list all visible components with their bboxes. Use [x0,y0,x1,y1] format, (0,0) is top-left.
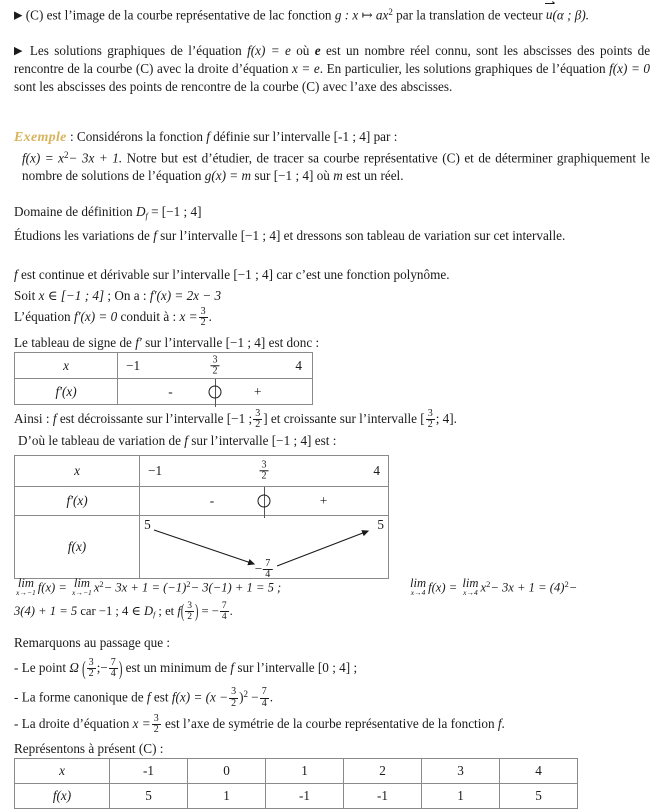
ainsi-f: f [52,411,57,427]
variation-fprime-label: f′(x) [15,487,140,516]
limit-lim-text: lim [73,576,90,591]
fraction-numerator: 3 [255,408,261,419]
etude-line4e: . [208,309,212,325]
limit-right-expr-b: − 3x + 1 = (4) [490,580,565,595]
left-paren: ( [82,659,86,681]
remark-2-b: est [153,689,169,705]
values-table [14,758,578,809]
exemple-formula-paragraph [22,147,650,184]
fraction-denominator: 4 [221,610,227,622]
variation-f-label: f(x) [15,516,140,579]
variation-signs [140,487,389,516]
table-row [15,784,578,809]
limit-lim-text: lim [462,576,479,591]
exemple-formula-b: − 3x + 1. [68,150,123,166]
etude-continuity-line [14,266,650,283]
limit-left-expr-c: − 3(−1) + 1 = 5 ; [190,580,282,595]
table-row [15,759,578,784]
triangle-bullet-icon: ▶ [14,9,23,22]
limit-right-expression [408,576,663,597]
bullet-2-e-symbol: e [314,43,321,58]
limit-operator-left-2 [72,577,92,596]
variation-x-left: −1 [148,463,163,478]
remark-1-b: est un minimum de [125,660,228,676]
remark-3-a: - La droite d’équation [14,716,130,732]
remark-2-expr-b: ) [239,689,244,705]
remark-minimum-point [14,658,650,679]
decreasing-arrow [154,530,254,564]
remark-2-expr: f(x) = (x − [171,689,229,705]
remark-2-f: f [146,689,151,705]
increasing-arrow [277,531,368,566]
sign-intro-b: sur l’intervalle [−1 ; 4] est donc : [145,335,320,350]
limit-left-expr: x [93,580,100,595]
values-x-cell: 3 [422,759,500,784]
fraction-numerator: 7 [110,657,116,668]
values-x-cell: 0 [188,759,266,784]
etude-line3a: Soit [14,288,36,303]
sign-table-x-label: x [15,353,118,379]
fraction-numerator: 3 [261,459,267,471]
sign-table-intro [14,334,650,351]
limit-right-expr-c: − [568,580,578,595]
fraction-three-halves [253,409,262,430]
remark-3-x: x = [132,716,151,732]
limit-subscript: x→−1 [72,588,92,598]
fraction-denominator: 4 [110,668,116,680]
exemple-line2: Notre but est d’étudier, de tracer sa courbe représentative (C) et de déterminer graphiquement le nombre de solutions de l’équation [22,150,650,183]
limit-cont-a: 3(4) + 1 = 5 [14,603,78,618]
variation-value-start: 5 [144,517,151,532]
sign-table [14,352,313,405]
etude-line4c: conduit à : [120,309,177,325]
limit-left-exp: 2 [99,579,104,589]
limit-lim-text: lim [410,576,427,591]
bullet-2-equation-1: f(x) = e [247,43,291,58]
values-x-label: x [15,759,110,784]
fraction-numerator: 3 [427,408,433,419]
remark-2-a: - La forme canonique de [14,689,144,705]
limit-subscript: x→4 [463,588,478,598]
fraction-numerator: 3 [153,713,159,724]
fraction-three-halves [229,687,238,708]
variation-table-intro [18,432,654,449]
bullet-1-text-a: (C) est l’image de la courbe représentative de lac fonction [25,7,332,23]
exemple-line1: Considérons la fonction [76,129,203,144]
values-fx-cell: 5 [500,784,578,809]
values-x-cell: 1 [266,759,344,784]
remark-1-f: f [230,660,235,676]
sign-minus: - [209,493,215,508]
exemple-formula: f(x) = x [22,150,65,166]
right-paren: ) [118,659,123,681]
ainsi-line [14,409,654,430]
sign-intro-a: Le tableau de signe de [14,335,132,350]
remark-1-c: sur l’intervalle [0 ; 4] ; [237,660,358,676]
bullet-paragraph-translation [14,4,650,25]
sign-plus: + [253,383,262,399]
fraction-three-halves [87,658,96,679]
fraction-numerator: 3 [88,657,94,668]
fraction-denominator: 2 [187,610,192,622]
exemple-line2b: sur [−1 ; 4] où [254,167,330,183]
sign-x-left: −1 [126,357,141,373]
right-paren: ) [194,602,199,624]
variation-table [14,455,389,579]
variation-x-label: x [15,456,140,487]
sign-table-x-values [118,353,313,379]
fraction-numerator: 3 [231,686,237,698]
bullet-1-vector-args: (α ; β). [552,7,590,23]
fraction-denominator: 2 [200,317,206,329]
values-table-grid [14,758,578,809]
fraction-numerator: 3 [187,600,192,611]
remark-2-dot: . [269,689,274,705]
remark-2-exponent: 2 [243,689,248,699]
ainsi-d: ; 4]. [435,411,457,427]
exemple-line1b: définie sur l’intervalle [-1 ; 4] par : [213,129,398,144]
etude-equation-line [14,307,650,328]
fraction-denominator: 2 [427,419,433,431]
fraction-numerator: 3 [200,306,206,317]
exemple-formula-exponent: 2 [64,150,69,160]
variation-arrows-cell [140,516,389,579]
etude-line1a: Étudions les variations de [14,228,150,243]
limit-cont-D-sub: f [153,609,156,619]
ainsi-b: est décroissante sur l’intervalle [−1 ; [59,411,253,427]
bullet-2-text-a: Les solutions graphiques de l’équation [29,43,242,58]
bullet-2-text-d: . En particulier, les solutions graphiques de l’équation [319,61,606,77]
etude-line2a: f [14,267,18,282]
etude-derivative-line [14,287,650,304]
fraction-denominator: 2 [255,419,261,431]
limit-operator-right-2 [462,577,478,596]
fraction-seven-fourths [109,658,118,679]
fraction-denominator: 2 [212,365,218,376]
remarks-intro [14,634,650,651]
values-x-cell: -1 [110,759,188,784]
fraction-three-halves [260,460,269,481]
fraction-numerator: 7 [261,686,267,698]
domaine-definition-line [14,203,650,225]
variation-x-values [140,456,389,487]
limit-right-fx: f(x) = [428,580,458,595]
etude-line3d: f′(x) = 2x − 3 [149,288,222,303]
zero-circle-icon [209,385,222,398]
limit-left-fx: f(x) = [37,580,67,595]
domaine-subscript: f [145,211,148,221]
values-fx-cell: -1 [344,784,422,809]
limit-left-expression [14,576,404,597]
remark-canonical-form [14,686,650,709]
domaine-text: Domaine de définition [14,204,133,219]
variation-x-right: 4 [373,463,380,478]
etude-line4d: x = [179,309,198,325]
remark-3-dot: . [501,716,505,732]
limit-cont-D: D [143,603,154,618]
representons-text: Représentons à présent (C) : [14,741,164,756]
sign-x-right: 4 [295,357,302,373]
limit-right-exp: 2 [486,579,491,589]
fraction-three-halves [185,601,194,622]
table-row [15,456,389,487]
etude-variations-paragraph [14,227,650,244]
variation-intro-a: D’où le tableau de variation de [18,433,181,448]
limit-cont-f: f [177,603,181,618]
values-fx-cell: 5 [110,784,188,809]
zero-circle-icon [258,495,271,508]
etude-line3c: ; On a : [107,288,147,303]
fraction-numerator: 7 [265,557,271,569]
exemple-intro-line [14,128,650,146]
sign-table-signs [118,379,313,405]
limit-continuation-line [14,601,650,623]
values-x-cell: 2 [344,759,422,784]
limit-cont-dot: . [229,603,233,618]
table-row [15,487,389,516]
fraction-numerator: 7 [221,600,227,611]
bullet-2-equation-3: f(x) = 0 [609,61,651,77]
limit-lim-text: lim [17,576,34,591]
limit-left-expr-b: − 3x + 1 = (−1) [103,580,187,595]
limit-operator-left [16,577,36,596]
triangle-bullet-icon: ▶ [14,45,25,57]
domaine-value: = [−1 ; 4] [151,204,202,219]
ainsi-c: ] et croissante sur l’intervalle [ [263,411,425,427]
vector-u-symbol: u [545,7,553,23]
fraction-three-halves [152,714,161,735]
bullet-paragraph-solutions [14,42,650,95]
exemple-f-symbol: f [206,129,210,144]
exemple-line2c: est un réel. [346,167,404,183]
variation-intro-b: sur l’intervalle [−1 ; 4] est : [191,433,337,448]
fraction-denominator: 2 [153,724,159,736]
omega-symbol: Ω [69,660,79,676]
values-fx-cell: 1 [188,784,266,809]
bullet-2-text-c: est un nombre réel connu, sont les abscisses des points de rencontre de la courbe (C) avec la droite d’équation [14,43,651,77]
sign-intro-fprime: f′ [135,335,142,350]
fraction-numerator: 3 [212,353,218,365]
fraction-denominator: 2 [231,697,237,709]
bullet-2-text-b: où [296,43,310,58]
limit-left-exp-2: 2 [186,579,191,589]
etude-line3b: x ∈ [−1 ; 4] [38,288,105,303]
exemple-m-symbol: m [333,167,343,183]
etude-f-symbol: f [153,228,157,243]
sign-plus: + [319,493,328,508]
limit-cont-c: ; et [158,603,175,618]
remark-2-expr-c: − [251,689,259,705]
remark-1-a: - Le point [14,660,67,676]
minimum-sign: − [254,560,263,576]
sign-minus: - [168,383,173,399]
table-row [15,516,389,579]
fraction-three-halves [426,409,435,430]
remark-symmetry-axis [14,714,650,735]
bullet-1-math-g: g : x ↦ ax [334,7,389,23]
fraction-denominator: 4 [261,697,267,709]
etude-line4a: L’équation [14,309,71,325]
remark-3-b: est l’axe de symétrie de la courbe représentative de la fonction [165,716,495,732]
ainsi-a: Ainsi : [14,411,50,427]
fraction-denominator: 2 [261,470,267,482]
fraction-three-halves [199,307,208,328]
fraction-seven-fourths [220,601,229,622]
etude-line4b: f′(x) = 0 [73,309,118,325]
exemple-colon: : [66,129,77,144]
values-fx-cell: -1 [266,784,344,809]
bullet-2-text-e: sont les abscisses des points de rencontre de la courbe (C) avec l’axe des abscisses. [14,78,453,94]
fraction-denominator: 4 [265,568,271,580]
left-paren: ( [180,602,185,624]
remark-3-f: f [497,716,502,732]
values-fx-cell: 1 [422,784,500,809]
fraction-denominator: 2 [88,668,94,680]
variation-value-end: 5 [377,517,384,532]
exemple-equation: g(x) = m [204,167,252,183]
table-row [15,353,313,379]
limit-cont-eq: = − [201,603,219,618]
sign-x-mid [210,355,221,376]
representons-line [14,740,650,757]
remarks-intro-text: Remarquons au passage que : [14,635,171,650]
etude-line2b: est continue et dérivable sur l’intervalle [−1 ; 4] car c’est une fonction polynôme. [20,267,450,282]
limit-right-expr: x [480,580,487,595]
variation-intro-f: f [184,433,188,448]
limit-subscript: x→−1 [16,588,36,598]
remark-1-sep: ;− [96,660,108,676]
table-row [15,379,313,405]
fraction-seven-fourths [260,687,269,708]
fraction-three-halves [211,355,220,376]
bullet-1-exponent: 2 [388,7,393,17]
limit-cont-b: car −1 ; 4 ∈ [80,603,141,618]
bullet-2-equation-2: x = e [292,61,320,77]
values-fx-label: f(x) [15,784,110,809]
bullet-1-text-b: par la translation de vecteur [396,7,543,23]
sign-table-fprime-label: f′(x) [15,379,118,405]
variation-x-mid [259,460,270,481]
exemple-label: Exemple [14,130,67,145]
limit-subscript: x→4 [410,588,426,598]
values-x-cell: 4 [500,759,578,784]
domaine-symbol: D [135,204,146,219]
limit-right-exp-2: 2 [564,579,569,589]
etude-line1b: sur l’intervalle [−1 ; 4] et dressons son tableau de variation sur cet intervalle. [160,228,566,243]
limit-operator-right [410,577,426,596]
